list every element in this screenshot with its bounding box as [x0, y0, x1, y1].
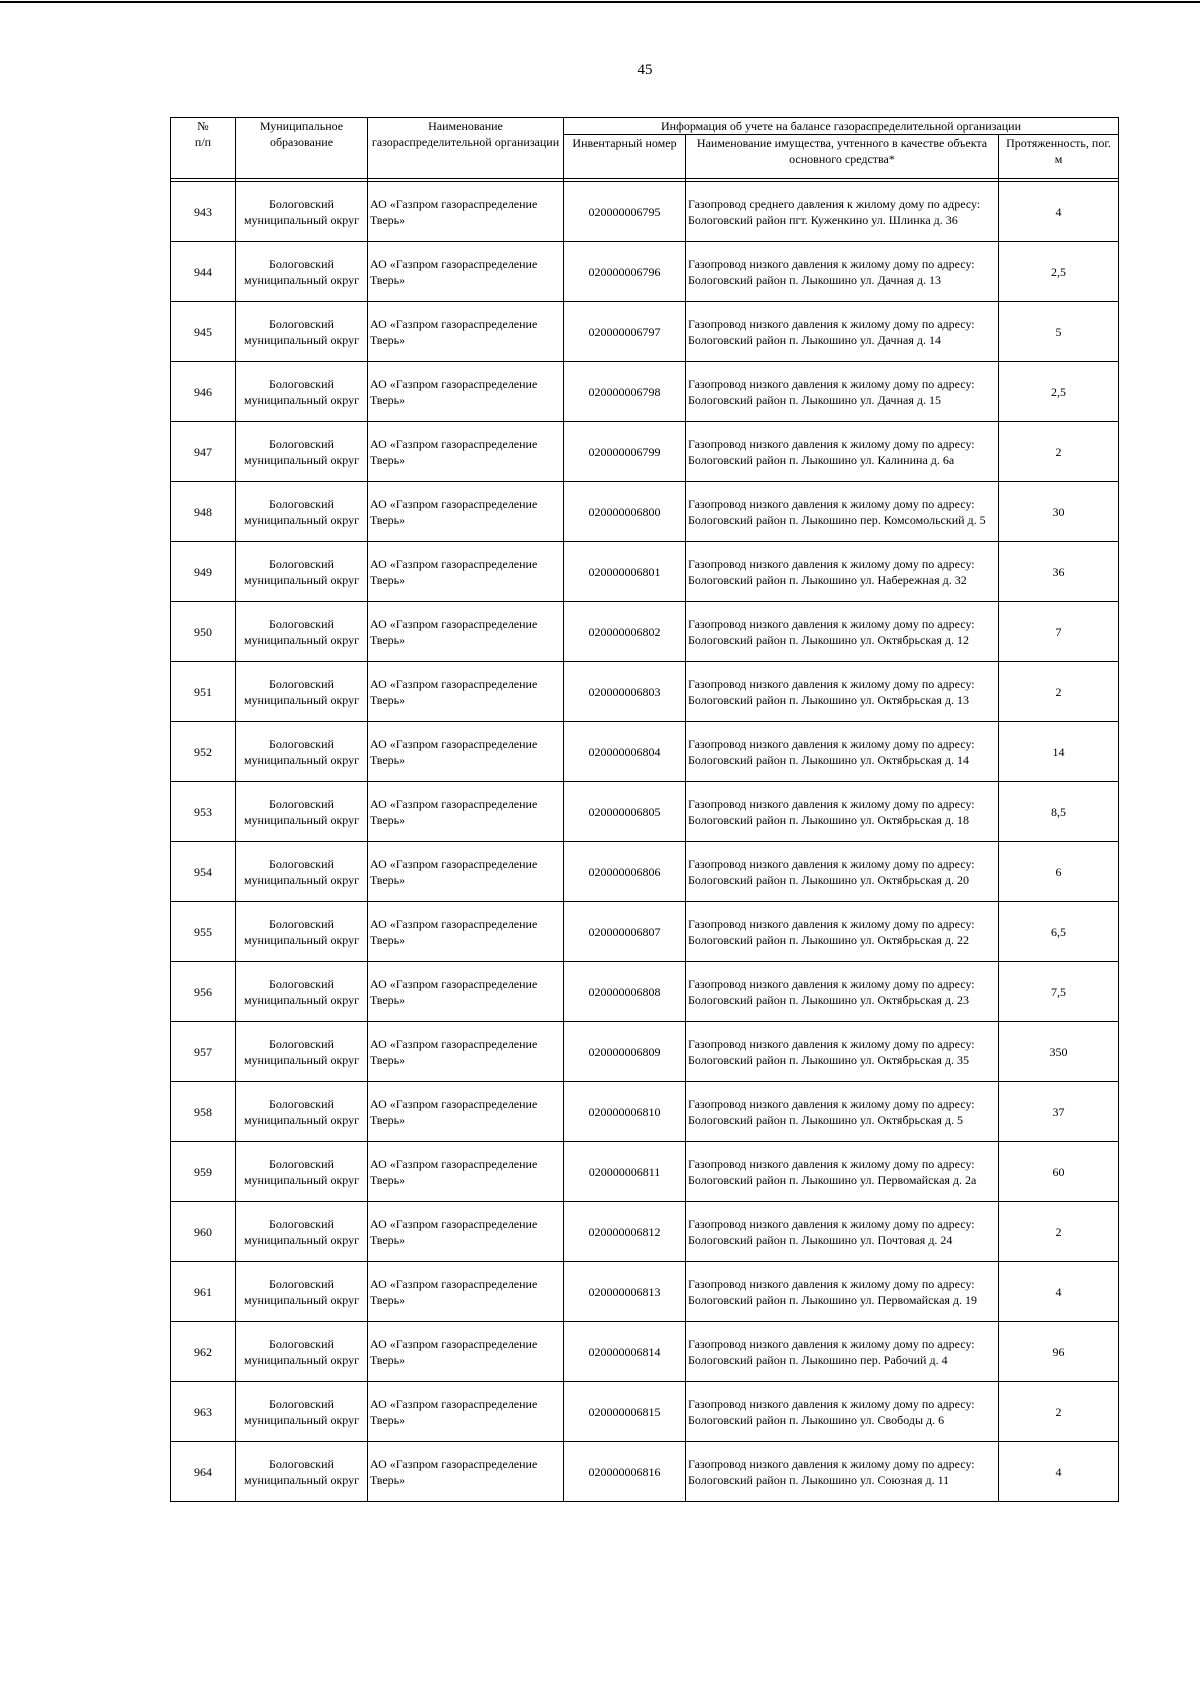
organization-name-line2: Тверь»	[370, 812, 406, 827]
organization-name-line1: АО «Газпром газораспределение	[370, 1276, 538, 1291]
length-value: 30	[999, 482, 1119, 542]
organization-name-line2: Тверь»	[370, 1352, 406, 1367]
organization-name-line1: АО «Газпром газораспределение	[370, 1336, 538, 1351]
header-length: Протяженность, пог. м	[999, 135, 1119, 179]
municipality-cell	[236, 422, 368, 482]
organization-cell	[368, 1202, 564, 1262]
length-value: 60	[999, 1142, 1119, 1202]
municipality-name: Бологовский	[269, 1096, 334, 1111]
page-number: 45	[637, 62, 653, 78]
organization-name-line2: Тверь»	[370, 452, 406, 467]
organization-name-line2: Тверь»	[370, 1232, 406, 1247]
municipality-type: муниципальный округ	[243, 1292, 360, 1307]
table-row	[171, 302, 1119, 362]
organization-name-line2: Тверь»	[370, 1292, 406, 1307]
municipality-name: Бологовский	[269, 1276, 334, 1291]
organization-name-line2: Тверь»	[370, 392, 406, 407]
organization-name-line1: АО «Газпром газораспределение	[370, 676, 538, 691]
organization-cell	[368, 1022, 564, 1082]
table-row	[171, 482, 1119, 542]
organization-name-line1: АО «Газпром газораспределение	[370, 256, 538, 271]
gas-pipeline-registry-table	[170, 117, 1119, 1502]
organization-name-line1: АО «Газпром газораспределение	[370, 976, 538, 991]
property-description: Газопровод низкого давления к жилому дому по адресу: Бологовский район п. Лыкошино ул. Октябрьская д. 20	[686, 842, 999, 902]
organization-cell	[368, 482, 564, 542]
row-number: 964	[171, 1442, 236, 1502]
municipality-name: Бологовский	[269, 736, 334, 751]
organization-name-line1: АО «Газпром газораспределение	[370, 376, 538, 391]
inventory-number: 020000006812	[564, 1202, 686, 1262]
property-description: Газопровод низкого давления к жилому дому по адресу: Бологовский район п. Лыкошино ул. Октябрьская д. 13	[686, 662, 999, 722]
inventory-number: 020000006815	[564, 1382, 686, 1442]
row-number: 953	[171, 782, 236, 842]
municipality-cell	[236, 1082, 368, 1142]
property-description: Газопровод низкого давления к жилому дому по адресу: Бологовский район п. Лыкошино ул. Набережная д. 32	[686, 542, 999, 602]
table-row	[171, 242, 1119, 302]
property-description: Газопровод низкого давления к жилому дому по адресу: Бологовский район п. Лыкошино ул. Октябрьская д. 35	[686, 1022, 999, 1082]
organization-cell	[368, 542, 564, 602]
municipality-type: муниципальный округ	[243, 692, 360, 707]
organization-cell	[368, 1082, 564, 1142]
municipality-name: Бологовский	[269, 616, 334, 631]
organization-name-line2: Тверь»	[370, 572, 406, 587]
municipality-type: муниципальный округ	[243, 1172, 360, 1187]
header-balance-info: Информация об учете на балансе газораспределительной организации	[564, 118, 1119, 135]
municipality-type: муниципальный округ	[243, 392, 360, 407]
municipality-name: Бологовский	[269, 376, 334, 391]
municipality-cell	[236, 842, 368, 902]
property-description: Газопровод низкого давления к жилому дому по адресу: Бологовский район п. Лыкошино ул. Октябрьская д. 18	[686, 782, 999, 842]
row-number: 963	[171, 1382, 236, 1442]
organization-name-line2: Тверь»	[370, 932, 406, 947]
organization-name-line1: АО «Газпром газораспределение	[370, 1216, 538, 1231]
row-number: 945	[171, 302, 236, 362]
organization-name-line2: Тверь»	[370, 1052, 406, 1067]
inventory-number: 020000006802	[564, 602, 686, 662]
table-row	[171, 1082, 1119, 1142]
organization-cell	[368, 1382, 564, 1442]
organization-name-line1: АО «Газпром газораспределение	[370, 1456, 538, 1471]
organization-cell	[368, 722, 564, 782]
length-value: 7,5	[999, 962, 1119, 1022]
length-value: 350	[999, 1022, 1119, 1082]
row-number: 949	[171, 542, 236, 602]
municipality-cell	[236, 662, 368, 722]
organization-name-line1: АО «Газпром газораспределение	[370, 196, 538, 211]
municipality-cell	[236, 1322, 368, 1382]
organization-cell	[368, 362, 564, 422]
municipality-name: Бологовский	[269, 1336, 334, 1351]
municipality-cell	[236, 1442, 368, 1502]
header-row-number	[171, 118, 236, 179]
municipality-name: Бологовский	[269, 316, 334, 331]
municipality-cell	[236, 482, 368, 542]
inventory-number: 020000006804	[564, 722, 686, 782]
table-row	[171, 1382, 1119, 1442]
property-description: Газопровод низкого давления к жилому дому по адресу: Бологовский район п. Лыкошино ул. Октябрьская д. 14	[686, 722, 999, 782]
row-number: 956	[171, 962, 236, 1022]
length-value: 96	[999, 1322, 1119, 1382]
municipality-type: муниципальный округ	[243, 1352, 360, 1367]
organization-name-line2: Тверь»	[370, 872, 406, 887]
property-description: Газопровод низкого давления к жилому дому по адресу: Бологовский район п. Лыкошино пер. Рабочий д. 4	[686, 1322, 999, 1382]
inventory-number: 020000006805	[564, 782, 686, 842]
length-value: 14	[999, 722, 1119, 782]
length-value: 2	[999, 422, 1119, 482]
organization-name-line2: Тверь»	[370, 512, 406, 527]
row-number: 952	[171, 722, 236, 782]
inventory-number: 020000006797	[564, 302, 686, 362]
row-number: 960	[171, 1202, 236, 1262]
municipality-type: муниципальный округ	[243, 1232, 360, 1247]
organization-cell	[368, 182, 564, 242]
municipality-cell	[236, 182, 368, 242]
municipality-cell	[236, 1022, 368, 1082]
property-description: Газопровод низкого давления к жилому дому по адресу: Бологовский район п. Лыкошино ул. Союзная д. 11	[686, 1442, 999, 1502]
row-number: 959	[171, 1142, 236, 1202]
length-value: 7	[999, 602, 1119, 662]
row-number: 943	[171, 182, 236, 242]
municipality-cell	[236, 782, 368, 842]
inventory-number: 020000006798	[564, 362, 686, 422]
municipality-name: Бологовский	[269, 1036, 334, 1051]
organization-name-line2: Тверь»	[370, 1472, 406, 1487]
table-body	[171, 182, 1119, 1502]
table-row	[171, 602, 1119, 662]
inventory-number: 020000006795	[564, 182, 686, 242]
property-description: Газопровод низкого давления к жилому дому по адресу: Бологовский район п. Лыкошино ул. Октябрьская д. 22	[686, 902, 999, 962]
row-number: 957	[171, 1022, 236, 1082]
municipality-type: муниципальный округ	[243, 512, 360, 527]
organization-name-line1: АО «Газпром газораспределение	[370, 1036, 538, 1051]
table-row	[171, 842, 1119, 902]
table-row	[171, 542, 1119, 602]
municipality-name: Бологовский	[269, 1216, 334, 1231]
municipality-cell	[236, 242, 368, 302]
municipality-type: муниципальный округ	[243, 1112, 360, 1127]
organization-cell	[368, 962, 564, 1022]
municipality-cell	[236, 902, 368, 962]
length-value: 4	[999, 1262, 1119, 1322]
organization-name-line1: АО «Газпром газораспределение	[370, 556, 538, 571]
organization-name-line1: АО «Газпром газораспределение	[370, 796, 538, 811]
municipality-cell	[236, 362, 368, 422]
property-description: Газопровод низкого давления к жилому дому по адресу: Бологовский район п. Лыкошино ул. Почтовая д. 24	[686, 1202, 999, 1262]
municipality-type: муниципальный округ	[243, 812, 360, 827]
organization-name-line2: Тверь»	[370, 1112, 406, 1127]
property-description: Газопровод низкого давления к жилому дому по адресу: Бологовский район п. Лыкошино ул. Первомайская д. 19	[686, 1262, 999, 1322]
municipality-type: муниципальный округ	[243, 332, 360, 347]
header-inventory-number: Инвентарный номер	[564, 135, 686, 179]
municipality-name: Бологовский	[269, 976, 334, 991]
property-description: Газопровод низкого давления к жилому дому по адресу: Бологовский район п. Лыкошино пер. Комсомольский д. 5	[686, 482, 999, 542]
municipality-name: Бологовский	[269, 1396, 334, 1411]
header-number-abbrev: п/п	[194, 135, 212, 149]
organization-name-line2: Тверь»	[370, 692, 406, 707]
length-value: 4	[999, 1442, 1119, 1502]
length-value: 6	[999, 842, 1119, 902]
organization-name-line1: АО «Газпром газораспределение	[370, 616, 538, 631]
organization-name-line1: АО «Газпром газораспределение	[370, 916, 538, 931]
municipality-name: Бологовский	[269, 796, 334, 811]
inventory-number: 020000006806	[564, 842, 686, 902]
row-number: 947	[171, 422, 236, 482]
length-value: 6,5	[999, 902, 1119, 962]
header-number-sign: №	[197, 119, 209, 133]
municipality-name: Бологовский	[269, 196, 334, 211]
table-row	[171, 782, 1119, 842]
table-row	[171, 902, 1119, 962]
municipality-type: муниципальный округ	[243, 1412, 360, 1427]
property-description: Газопровод низкого давления к жилому дому по адресу: Бологовский район п. Лыкошино ул. Октябрьская д. 12	[686, 602, 999, 662]
municipality-name: Бологовский	[269, 856, 334, 871]
property-description: Газопровод низкого давления к жилому дому по адресу: Бологовский район п. Лыкошино ул. Октябрьская д. 23	[686, 962, 999, 1022]
inventory-number: 020000006810	[564, 1082, 686, 1142]
inventory-number: 020000006807	[564, 902, 686, 962]
municipality-type: муниципальный округ	[243, 212, 360, 227]
organization-cell	[368, 782, 564, 842]
header-property-name: Наименование имущества, учтенного в качестве объекта основного средства*	[686, 135, 999, 179]
municipality-cell	[236, 1142, 368, 1202]
municipality-name: Бологовский	[269, 256, 334, 271]
inventory-number: 020000006803	[564, 662, 686, 722]
organization-name-line2: Тверь»	[370, 752, 406, 767]
municipality-type: муниципальный округ	[243, 1052, 360, 1067]
organization-name-line1: АО «Газпром газораспределение	[370, 1156, 538, 1171]
table-row	[171, 1022, 1119, 1082]
organization-name-line2: Тверь»	[370, 992, 406, 1007]
row-number: 955	[171, 902, 236, 962]
municipality-type: муниципальный округ	[243, 872, 360, 887]
municipality-cell	[236, 1382, 368, 1442]
organization-cell	[368, 602, 564, 662]
municipality-type: муниципальный округ	[243, 932, 360, 947]
header-organization: Наименование газораспределительной организации	[368, 118, 564, 179]
organization-cell	[368, 902, 564, 962]
municipality-name: Бологовский	[269, 436, 334, 451]
municipality-type: муниципальный округ	[243, 1472, 360, 1487]
organization-name-line2: Тверь»	[370, 1412, 406, 1427]
length-value: 5	[999, 302, 1119, 362]
table-row	[171, 1262, 1119, 1322]
municipality-name: Бологовский	[269, 676, 334, 691]
organization-name-line1: АО «Газпром газораспределение	[370, 736, 538, 751]
organization-name-line1: АО «Газпром газораспределение	[370, 436, 538, 451]
header-municipality: Муниципальное образование	[236, 118, 368, 179]
row-number: 946	[171, 362, 236, 422]
organization-cell	[368, 1322, 564, 1382]
table-row	[171, 1142, 1119, 1202]
length-value: 2,5	[999, 242, 1119, 302]
property-description: Газопровод низкого давления к жилому дому по адресу: Бологовский район п. Лыкошино ул. Дачная д. 14	[686, 302, 999, 362]
row-number: 950	[171, 602, 236, 662]
table-row	[171, 422, 1119, 482]
organization-cell	[368, 1142, 564, 1202]
table-row	[171, 962, 1119, 1022]
inventory-number: 020000006800	[564, 482, 686, 542]
length-value: 2,5	[999, 362, 1119, 422]
organization-name-line1: АО «Газпром газораспределение	[370, 1096, 538, 1111]
organization-name-line1: АО «Газпром газораспределение	[370, 496, 538, 511]
municipality-type: муниципальный округ	[243, 572, 360, 587]
table-row	[171, 1442, 1119, 1502]
table-row	[171, 722, 1119, 782]
municipality-name: Бологовский	[269, 556, 334, 571]
row-number: 961	[171, 1262, 236, 1322]
row-number: 954	[171, 842, 236, 902]
organization-name-line1: АО «Газпром газораспределение	[370, 856, 538, 871]
organization-cell	[368, 1262, 564, 1322]
municipality-name: Бологовский	[269, 1156, 334, 1171]
table-row	[171, 182, 1119, 242]
property-description: Газопровод низкого давления к жилому дому по адресу: Бологовский район п. Лыкошино ул. Свободы д. 6	[686, 1382, 999, 1442]
length-value: 4	[999, 182, 1119, 242]
organization-cell	[368, 842, 564, 902]
inventory-number: 020000006814	[564, 1322, 686, 1382]
table-row	[171, 1202, 1119, 1262]
municipality-type: муниципальный округ	[243, 752, 360, 767]
inventory-number: 020000006799	[564, 422, 686, 482]
table-row	[171, 362, 1119, 422]
property-description: Газопровод низкого давления к жилому дому по адресу: Бологовский район п. Лыкошино ул. Октябрьская д. 5	[686, 1082, 999, 1142]
scan-top-border	[0, 1, 1200, 3]
length-value: 8,5	[999, 782, 1119, 842]
row-number: 962	[171, 1322, 236, 1382]
inventory-number: 020000006816	[564, 1442, 686, 1502]
inventory-number: 020000006801	[564, 542, 686, 602]
organization-cell	[368, 242, 564, 302]
organization-name-line1: АО «Газпром газораспределение	[370, 316, 538, 331]
row-number: 958	[171, 1082, 236, 1142]
property-description: Газопровод низкого давления к жилому дому по адресу: Бологовский район п. Лыкошино ул. Калинина д. 6а	[686, 422, 999, 482]
length-value: 2	[999, 662, 1119, 722]
table-row	[171, 662, 1119, 722]
row-number: 944	[171, 242, 236, 302]
municipality-cell	[236, 602, 368, 662]
organization-name-line2: Тверь»	[370, 632, 406, 647]
property-description: Газопровод среднего давления к жилому дому по адресу: Бологовский район пгт. Куженкино ул. Шлинка д. 36	[686, 182, 999, 242]
municipality-cell	[236, 1202, 368, 1262]
row-number: 948	[171, 482, 236, 542]
inventory-number: 020000006809	[564, 1022, 686, 1082]
organization-name-line2: Тверь»	[370, 272, 406, 287]
length-value: 2	[999, 1382, 1119, 1442]
municipality-type: муниципальный округ	[243, 452, 360, 467]
property-description: Газопровод низкого давления к жилому дому по адресу: Бологовский район п. Лыкошино ул. Первомайская д. 2а	[686, 1142, 999, 1202]
inventory-number: 020000006813	[564, 1262, 686, 1322]
municipality-cell	[236, 1262, 368, 1322]
organization-name-line2: Тверь»	[370, 212, 406, 227]
municipality-name: Бологовский	[269, 496, 334, 511]
organization-cell	[368, 302, 564, 362]
organization-cell	[368, 422, 564, 482]
organization-name-line2: Тверь»	[370, 332, 406, 347]
municipality-name: Бологовский	[269, 916, 334, 931]
municipality-name: Бологовский	[269, 1456, 334, 1471]
organization-name-line2: Тверь»	[370, 1172, 406, 1187]
municipality-type: муниципальный округ	[243, 992, 360, 1007]
row-number: 951	[171, 662, 236, 722]
table-row	[171, 1322, 1119, 1382]
inventory-number: 020000006808	[564, 962, 686, 1022]
municipality-type: муниципальный округ	[243, 632, 360, 647]
municipality-cell	[236, 962, 368, 1022]
organization-name-line1: АО «Газпром газораспределение	[370, 1396, 538, 1411]
municipality-cell	[236, 542, 368, 602]
inventory-number: 020000006811	[564, 1142, 686, 1202]
municipality-cell	[236, 722, 368, 782]
length-value: 36	[999, 542, 1119, 602]
municipality-cell	[236, 302, 368, 362]
municipality-type: муниципальный округ	[243, 272, 360, 287]
length-value: 37	[999, 1082, 1119, 1142]
inventory-number: 020000006796	[564, 242, 686, 302]
organization-cell	[368, 662, 564, 722]
property-description: Газопровод низкого давления к жилому дому по адресу: Бологовский район п. Лыкошино ул. Дачная д. 15	[686, 362, 999, 422]
property-description: Газопровод низкого давления к жилому дому по адресу: Бологовский район п. Лыкошино ул. Дачная д. 13	[686, 242, 999, 302]
length-value: 2	[999, 1202, 1119, 1262]
organization-cell	[368, 1442, 564, 1502]
